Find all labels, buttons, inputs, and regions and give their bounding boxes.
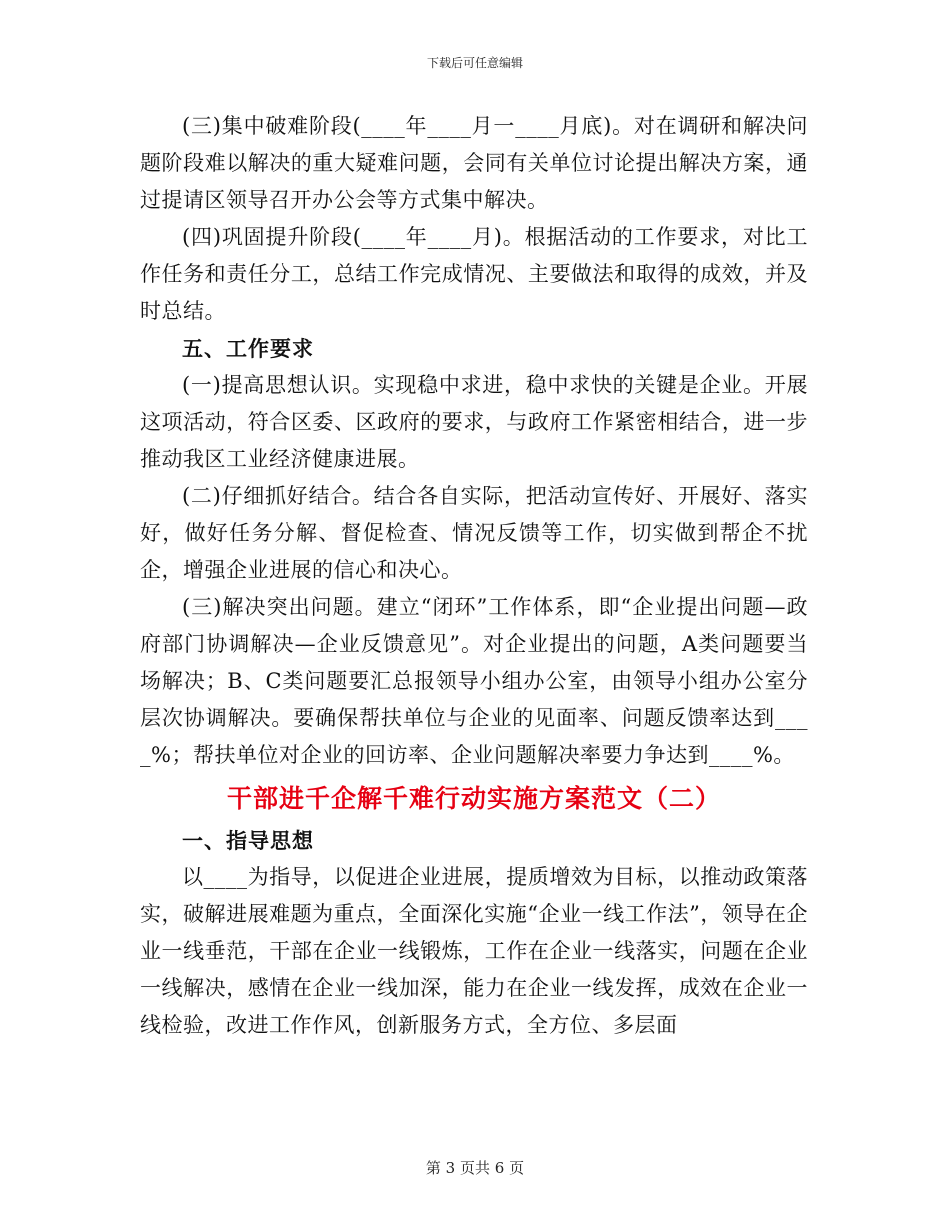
section-heading-guiding-ideology: 一、指导思想 [182,828,314,853]
section-heading-work-requirements: 五、工作要求 [182,336,314,361]
page-header: 下载后可任意编辑 [426,56,523,70]
page-footer: 第 3 页共 6 页 [425,1159,525,1177]
paragraph-requirement-one: (一)提高思想认识。实现稳中求进，稳中求快的关键是企业。开展这项活动，符合区委、区政府的要求，与政府工作紧密相结合，进一步推动我区工业经济健康进展。 [140,373,808,471]
document-body [140,108,808,1044]
paragraph-requirement-three: (三)解决突出问题。建立“闭环”工作体系，即“企业提出问题—政府部门协调解决—企业反馈意见”。对企业提出的问题，A类问题要当场解决；B、C类问题要汇总报领导小组办公室，由领导小组办公室分层次协调解决。要确保帮扶单位与企业的见面率、问题反馈率达到____%；帮扶单位对企业的回访率、企业问题解决率要力争达到____%。 [140,595,808,767]
paragraph-stage-three: (三)集中破难阶段(____年____月一____月底)。对在调研和解决问题阶段难以解决的重大疑难问题，会同有关单位讨论提出解决方案，通过提请区领导召开办公会等方式集中解决。 [140,114,808,212]
paragraph-guiding-ideology: 以____为指导，以促进企业进展，提质增效为目标，以推动政策落实，破解进展难题为重点，全面深化实施“企业一线工作法”，领导在企业一线垂范，干部在企业一线锻炼，工作在企业一线落实，问题在企业一线解决，感情在企业一线加深，能力在企业一线发挥，成效在企业一线检验，改进工作作风，创新服务方式，全方位、多层面 [140,865,808,1037]
paragraph-requirement-two: (二)仔细抓好结合。结合各自实际，把活动宣传好、开展好、落实好，做好任务分解、督促检查、情况反馈等工作，切实做到帮企不扰企，增强企业进展的信心和决心。 [140,484,808,582]
paragraph-stage-four: (四)巩固提升阶段(____年____月)。根据活动的工作要求，对比工作任务和责任分工，总结工作完成情况、主要做法和取得的成效，并及时总结。 [140,225,808,323]
document-title: 干部进千企解千难行动实施方案范文（二） [226,784,721,813]
